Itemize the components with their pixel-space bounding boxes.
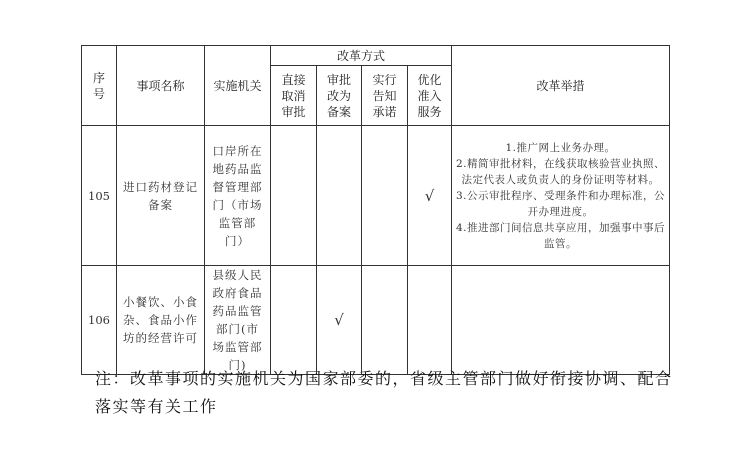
header-item-name-label: 事项名称: [136, 78, 185, 93]
header-mode-cancel: [271, 66, 317, 126]
row-105-seq: [82, 126, 117, 266]
row-105-mode-notify: [362, 126, 408, 266]
header-mode-notify: [362, 66, 408, 126]
header-measures: [452, 46, 670, 126]
check-mark-icon: √: [424, 186, 435, 205]
header-reform-mode-label: 改革方式: [337, 48, 386, 63]
header-mode-optimize: [408, 66, 452, 126]
header-measures-label: 改革举措: [536, 78, 585, 93]
row-105-item-name: [117, 126, 205, 266]
row-105-mode-cancel: [271, 126, 317, 266]
header-seq: [82, 46, 117, 126]
row-106-agency: [205, 266, 271, 375]
table-row: [82, 266, 670, 375]
row-106-item-name: [117, 266, 205, 375]
row-106-mode-optimize: [408, 266, 452, 375]
header-mode-record-label: 审批 改为 备案: [326, 72, 351, 119]
row-106-mode-record: [317, 266, 362, 375]
row-measures-text: 1.推广网上业务办理。 2.精简审批材料，在线获取核验营业执照、法定代表人或负责人的身份证明等材料。 3.公示审批程序、受理条件和办理标准，公开办理进度。 4.推进部门间信息共享应用，加强事中事后监管。: [456, 141, 666, 250]
header-item-name: [117, 46, 205, 126]
table-row: [82, 126, 670, 266]
header-seq-label: 序 号: [92, 70, 105, 101]
header-mode-cancel-label: 直接 取消 审批: [281, 72, 306, 119]
header-reform-mode: [271, 46, 452, 66]
footnote: 注：改革事项的实施机关为国家部委的，省级主管部门做好衔接协调、配合落实等有关工作: [95, 369, 673, 416]
header-mode-record: [317, 66, 362, 126]
row-105-measures: [452, 126, 670, 266]
header-agency: [205, 46, 271, 126]
row-agency-label: 口岸所在地药品监督管理部门（市场监管部门）: [212, 143, 263, 248]
row-106-mode-cancel: [271, 266, 317, 375]
row-106-seq: [82, 266, 117, 375]
row-item-name-label: 小餐饮、小食杂、食品小作坊的经营许可: [123, 295, 198, 345]
row-seq-label: 106: [88, 313, 110, 327]
header-mode-optimize-label: 优化 准入 服务: [417, 72, 442, 119]
header-mode-notify-label: 实行 告知 承诺: [372, 72, 397, 119]
check-mark-icon: √: [334, 311, 344, 329]
row-seq-label: 105: [88, 188, 110, 203]
row-106-measures: [452, 266, 670, 375]
row-105-agency: [205, 126, 271, 266]
row-105-mode-record: [317, 126, 362, 266]
row-106-mode-notify: [362, 266, 408, 375]
row-agency-label: 县级人民政府食品药品监管部门(市场监管部门): [212, 268, 263, 372]
row-105-mode-optimize: [408, 126, 452, 266]
reform-table: [81, 45, 670, 375]
header-agency-label: 实施机关: [213, 78, 262, 93]
row-item-name-label: 进口药材登记备案: [123, 179, 198, 212]
